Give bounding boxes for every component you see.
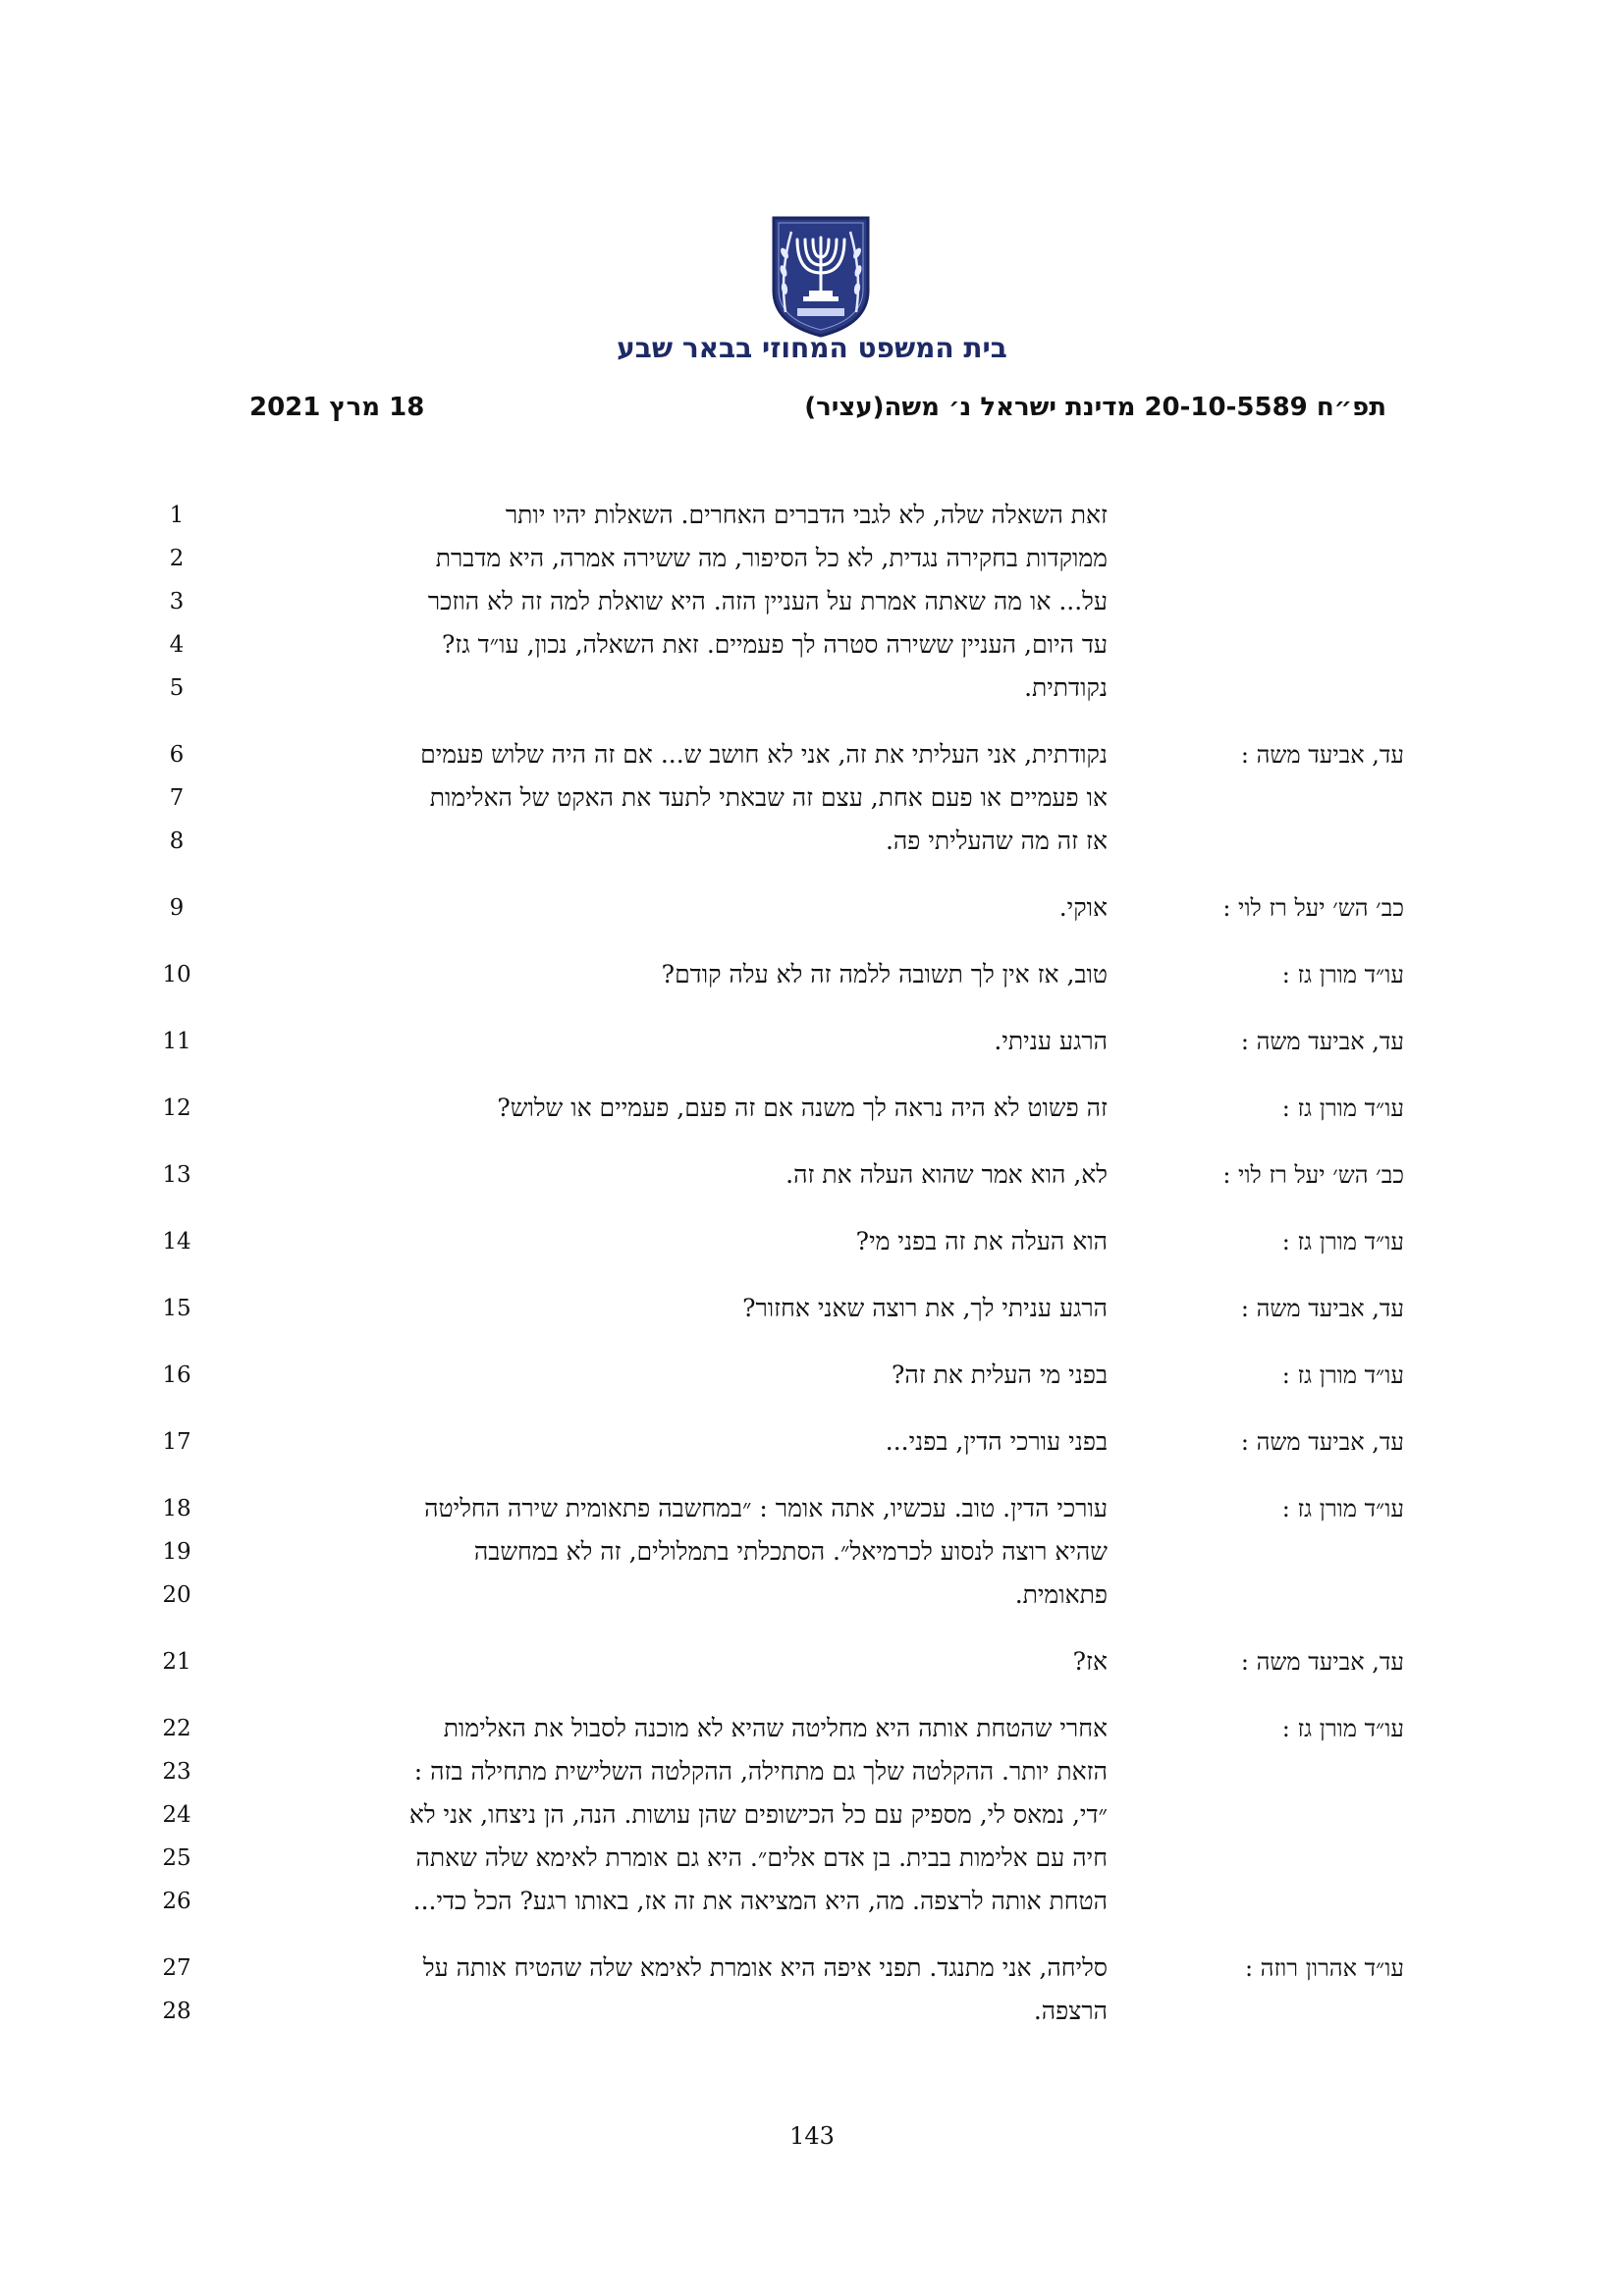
transcript-line — [0, 623, 1624, 667]
transcript-entry — [0, 1640, 1624, 1683]
speaker-label: עו״ד מורן גז : — [1281, 1095, 1404, 1122]
transcript-line — [0, 580, 1624, 623]
transcript-line — [0, 776, 1624, 820]
transcript-line — [0, 1750, 1624, 1793]
line-number: 8 — [169, 828, 185, 854]
speaker-label: עד, אביעד משה : — [1240, 1295, 1404, 1322]
speaker-label: כב׳ הש׳ יעל רז לוי : — [1222, 1161, 1404, 1189]
transcript-line — [0, 537, 1624, 580]
transcript-entry — [0, 886, 1624, 930]
court-name: בית המשפט המחוזי בבאר שבע — [617, 332, 1007, 364]
speaker-label: עו״ד מורן גז : — [1281, 1228, 1404, 1255]
transcript-entry — [0, 1087, 1624, 1130]
line-text: זאת השאלה שלה, לא לגבי הדברים האחרים. השאלות יהיו יותר — [505, 501, 1108, 529]
line-text: הרגע עניתי לך, את רוצה שאני אחזור? — [742, 1294, 1108, 1322]
line-text: הרגע עניתי. — [994, 1027, 1108, 1055]
line-number: 16 — [162, 1362, 191, 1388]
transcript-entry — [0, 953, 1624, 996]
line-number: 17 — [162, 1429, 191, 1455]
transcript-line — [0, 1707, 1624, 1750]
line-text: אוקי. — [1058, 893, 1108, 922]
transcript-line — [0, 1990, 1624, 2033]
transcript — [0, 494, 1624, 2056]
speaker-label: עו״ד מורן גז : — [1281, 1715, 1404, 1742]
speaker-label: עו״ד מורן גז : — [1281, 961, 1404, 988]
transcript-line — [0, 667, 1624, 710]
line-number: 20 — [162, 1582, 191, 1608]
line-number: 23 — [162, 1759, 191, 1785]
speaker-label: עו״ד מורן גז : — [1281, 1495, 1404, 1522]
line-text: אחרי שהטחת אותה היא מחליטה שהיא לא מוכנה לסבול את האלימות — [443, 1714, 1108, 1742]
transcript-line — [0, 1220, 1624, 1263]
transcript-entry — [0, 494, 1624, 710]
transcript-entry — [0, 1354, 1624, 1397]
transcript-entry — [0, 1707, 1624, 1923]
transcript-line — [0, 953, 1624, 996]
transcript-line — [0, 1880, 1624, 1923]
line-text: עורכי הדין. טוב. עכשיו, אתה אומר : ״במחשבה פתאומית שירה החליטה — [424, 1494, 1108, 1522]
line-number: 24 — [162, 1802, 191, 1828]
speaker-label: עד, אביעד משה : — [1240, 1428, 1404, 1456]
line-text: נקודתית. — [1024, 673, 1108, 702]
line-number: 18 — [162, 1496, 191, 1522]
line-number: 2 — [169, 546, 185, 571]
line-number: 10 — [162, 962, 191, 988]
line-number: 12 — [162, 1095, 191, 1121]
state-of-israel-emblem-icon — [768, 214, 874, 338]
transcript-line — [0, 1153, 1624, 1197]
transcript-line — [0, 1947, 1624, 1990]
case-title: תפ״ח 20-10-5589 מדינת ישראל נ׳ משה(עציר) — [804, 393, 1386, 422]
transcript-entry — [0, 1020, 1624, 1063]
transcript-line — [0, 1354, 1624, 1397]
line-number: 21 — [162, 1649, 191, 1675]
line-number: 22 — [162, 1716, 191, 1741]
speaker-label: עד, אביעד משה : — [1240, 741, 1404, 769]
line-text: הטחת אותה לרצפה. מה, היא המציאה את זה אז, באותו רגע? הכל כדי... — [412, 1887, 1108, 1915]
line-text: בפני עורכי הדין, בפני... — [885, 1427, 1108, 1456]
line-text: חיה עם אלימות בבית. בן אדם אלים״. היא גם אומרת לאימא שלה שאתה — [415, 1843, 1108, 1872]
transcript-entry — [0, 1287, 1624, 1330]
line-text: סליחה, אני מתנגד. תפני איפה היא אומרת לאימא שלה שהטיח אותה על — [422, 1953, 1108, 1982]
transcript-line — [0, 1287, 1624, 1330]
line-text: בפני מי העלית את זה? — [891, 1361, 1108, 1389]
line-text: הרצפה. — [1033, 1997, 1108, 2025]
line-number: 27 — [162, 1955, 191, 1981]
transcript-line — [0, 1640, 1624, 1683]
speaker-label: עו״ד מורן גז : — [1281, 1362, 1404, 1389]
line-text: אז? — [1072, 1647, 1108, 1676]
transcript-entry — [0, 1947, 1624, 2033]
line-number: 11 — [162, 1029, 191, 1054]
line-text: הזאת יותר. ההקלטה שלך גם מתחילה, ההקלטה השלישית מתחילה בזה : — [413, 1757, 1108, 1786]
transcript-line — [0, 1020, 1624, 1063]
transcript-line — [0, 820, 1624, 863]
transcript-line — [0, 733, 1624, 776]
transcript-line — [0, 1487, 1624, 1530]
transcript-entry — [0, 1220, 1624, 1263]
line-text: שהיא רוצה לנסוע לכרמיאל״. הסתכלתי בתמלולים, זה לא במחשבה — [473, 1537, 1108, 1566]
transcript-entry — [0, 733, 1624, 863]
transcript-line — [0, 1574, 1624, 1617]
line-text: אז זה מה שהעליתי פה. — [885, 827, 1108, 855]
line-number: 4 — [169, 632, 185, 658]
line-text: ממוקדות בחקירה נגדית, לא כל הסיפור, מה ששירה אמרה, היא מדברת — [435, 544, 1108, 572]
line-text: זה פשוט לא היה נראה לך משנה אם זה פעם, פעמיים או שלוש? — [497, 1094, 1108, 1122]
transcript-entry — [0, 1153, 1624, 1197]
transcript-line — [0, 1837, 1624, 1880]
transcript-entry — [0, 1487, 1624, 1617]
transcript-entry — [0, 1420, 1624, 1464]
line-number: 14 — [162, 1229, 191, 1255]
line-number: 5 — [169, 675, 185, 701]
line-number: 25 — [162, 1845, 191, 1871]
line-text: נקודתית, אני העליתי את זה, אני לא חושב ש... אם זה היה שלוש פעמים — [420, 740, 1108, 769]
transcript-line — [0, 1793, 1624, 1837]
transcript-line — [0, 886, 1624, 930]
speaker-label: עו״ד אהרון רוזה : — [1244, 1954, 1404, 1982]
line-text: הוא העלה את זה בפני מי? — [855, 1227, 1108, 1255]
line-number: 15 — [162, 1296, 191, 1321]
line-number: 3 — [169, 589, 185, 614]
page-number: 143 — [789, 2122, 835, 2150]
transcript-line — [0, 494, 1624, 537]
line-text: עד היום, העניין ששירה סטרה לך פעמיים. זאת השאלה, נכון, עו״ד גז? — [442, 630, 1108, 659]
line-text: או פעמיים או פעם אחת, עצם זה שבאתי לתעד את האקט של האלימות — [429, 783, 1108, 812]
line-number: 6 — [169, 742, 185, 768]
line-text: ״די, נמאס לי, מספיק עם כל הכישופים שהן עושות. הנה, הן ניצחו, אני לא — [408, 1800, 1108, 1829]
speaker-label: כב׳ הש׳ יעל רז לוי : — [1222, 894, 1404, 922]
line-text: על... או מה שאתה אמרת על העניין הזה. היא שואלת למה זה לא הוזכר — [427, 587, 1108, 615]
speaker-label: עד, אביעד משה : — [1240, 1028, 1404, 1055]
transcript-line — [0, 1087, 1624, 1130]
line-number: 19 — [162, 1539, 191, 1565]
line-number: 7 — [169, 785, 185, 811]
line-text: טוב, אז אין לך תשובה ללמה זה לא עלה קודם? — [661, 960, 1108, 988]
line-number: 28 — [162, 1999, 191, 2024]
line-text: פתאומית. — [1014, 1580, 1108, 1609]
transcript-line — [0, 1530, 1624, 1574]
speaker-label: עד, אביעד משה : — [1240, 1648, 1404, 1676]
hearing-date: 18 מרץ 2021 — [249, 393, 425, 422]
transcript-line — [0, 1420, 1624, 1464]
line-number: 13 — [162, 1162, 191, 1188]
line-number: 9 — [169, 895, 185, 921]
line-number: 26 — [162, 1889, 191, 1914]
line-number: 1 — [169, 503, 185, 528]
line-text: לא, הוא אמר שהוא העלה את זה. — [785, 1160, 1108, 1189]
